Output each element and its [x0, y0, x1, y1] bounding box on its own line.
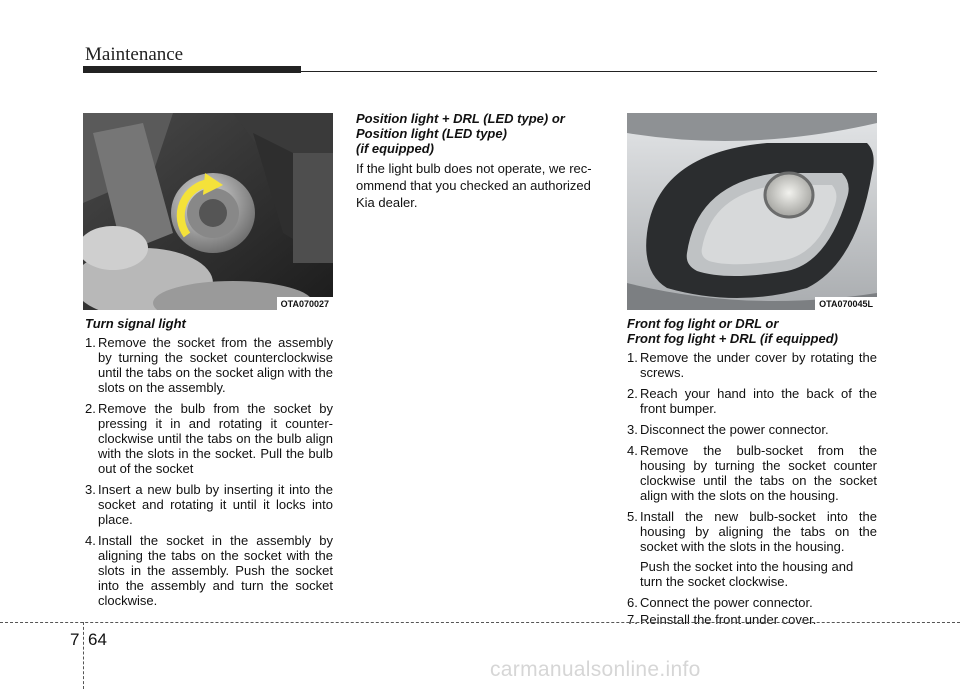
step-text: Reach your hand into the back of the front bumper. — [640, 386, 877, 416]
turn-signal-figure — [83, 113, 333, 310]
list-item — [85, 335, 333, 395]
step-number: 2. — [85, 401, 96, 416]
list-item — [85, 401, 333, 476]
position-light-section — [356, 111, 604, 211]
list-item — [85, 533, 333, 608]
chapter-number: 7 — [70, 630, 80, 649]
page-number: 64 — [88, 630, 107, 649]
fog-light-section — [627, 316, 877, 633]
step-number: 5. — [627, 509, 638, 524]
section-heading-line: Front fog light or DRL or — [627, 316, 779, 331]
figure-code: OTA070027 — [277, 297, 333, 310]
step-number: 4. — [627, 443, 638, 458]
turn-signal-section — [85, 316, 333, 614]
footer-divider — [0, 622, 960, 623]
figure-code: OTA070045L — [815, 297, 877, 310]
section-heading-line: Position light + DRL (LED type) or — [356, 111, 565, 126]
step-number: 7. — [627, 612, 638, 627]
list-item — [627, 350, 877, 380]
step-note: Push the socket into the housing and turn the socket clockwise. — [640, 559, 854, 589]
step-text: Install the socket in the assembly by aligning the tabs on the socket with the slots in the assembly. Push the socket into the assembly and turn the socket clockwise. — [98, 533, 333, 608]
page-section-title: Maintenance — [85, 44, 184, 65]
step-number: 4. — [85, 533, 96, 548]
section-body: If the light bulb does not operate, we rec-ommend that you checked an authorized Kia dealer. — [356, 161, 592, 210]
section-heading: Turn signal light — [85, 316, 186, 331]
section-heading-line: Position light (LED type) — [356, 126, 507, 141]
step-number: 1. — [627, 350, 638, 365]
step-text: Reinstall the front under cover. — [640, 612, 817, 627]
watermark: carmanualsonline.info — [490, 658, 701, 681]
step-text: Remove the socket from the assembly by turning the socket counterclockwise until the tabs on the socket align with the slots on the assembly. — [98, 335, 333, 395]
turn-signal-illustration — [83, 113, 333, 310]
step-text: Remove the bulb-socket from the housing by turning the socket counter clockwise until the tabs on the socket align with the slots on the housing. — [640, 443, 877, 503]
list-item — [627, 595, 877, 610]
header-rule — [301, 71, 877, 72]
fog-light-figure — [627, 113, 877, 310]
step-text: Insert a new bulb by inserting it into the socket and rotating it until it locks into place. — [98, 482, 333, 527]
list-item — [627, 612, 877, 627]
section-heading-line: Front fog light + DRL (if equipped) — [627, 331, 838, 346]
list-item — [627, 386, 877, 416]
step-text: Remove the under cover by rotating the screws. — [640, 350, 877, 380]
step-number: 6. — [627, 595, 638, 610]
list-item — [85, 482, 333, 527]
step-text: Disconnect the power connector. — [640, 422, 829, 437]
step-number: 3. — [627, 422, 638, 437]
list-item — [627, 422, 877, 437]
footer-vertical-divider — [83, 622, 84, 689]
step-number: 2. — [627, 386, 638, 401]
step-list — [85, 335, 333, 608]
step-text: Connect the power connector. — [640, 595, 813, 610]
step-text: Install the new bulb-socket into the housing by aligning the tabs on the socket with the slots in the housing. — [640, 509, 877, 554]
section-heading-line: (if equipped) — [356, 141, 434, 156]
list-item — [627, 509, 877, 554]
header-bar — [83, 66, 301, 73]
step-list — [627, 350, 877, 554]
fog-light-illustration — [627, 113, 877, 310]
step-number: 3. — [85, 482, 96, 497]
step-number: 1. — [85, 335, 96, 350]
list-item — [627, 443, 877, 503]
step-text: Remove the bulb from the socket by pressing it in and rotating it counter-clockwise until the tabs on the bulb align with the slots in the socket. Pull the bulb out of the socket — [98, 401, 333, 476]
